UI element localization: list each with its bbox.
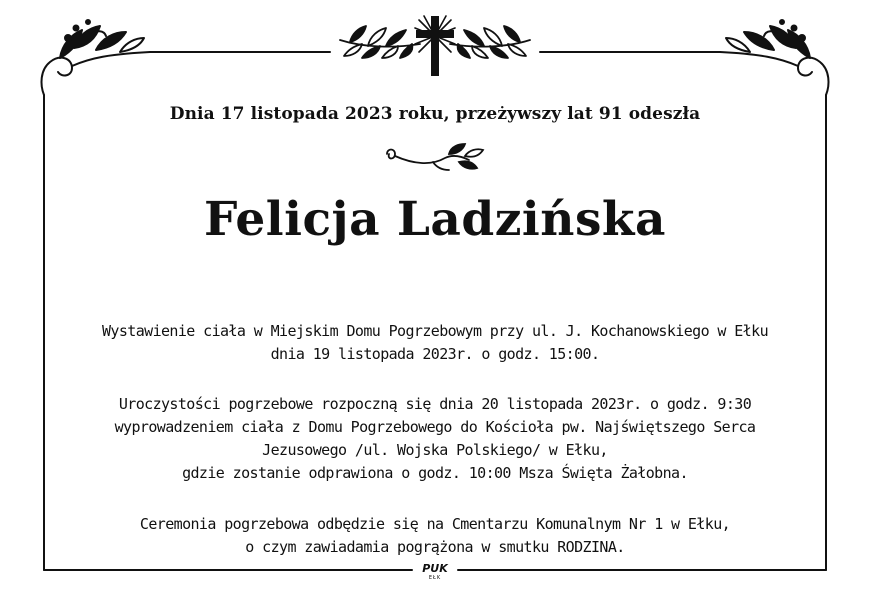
paragraph-line: Jezusowego /ul. Wojska Polskiego/ w Ełku, — [262, 441, 608, 459]
burial-info-paragraph — [40, 513, 830, 559]
paragraph-line: Wystawienie ciała w Miejskim Domu Pogrzebowym przy ul. J. Kochanowskiego w Ełku — [101, 322, 769, 340]
logo-sub-text: EŁK — [428, 575, 442, 581]
corner-ornament-right-icon — [720, 20, 828, 95]
laurel-branch-left-icon — [340, 26, 420, 58]
swirl-leaf-divider-icon — [383, 140, 487, 174]
paragraph-line: gdzie zostanie odprawiona o godz. 10:00 Msza Święta Żałobna. — [182, 464, 688, 482]
paragraph-line: Ceremonia pogrzebowa odbędzie się na Cmentarzu Komunalnym Nr 1 w Ełku, — [139, 515, 731, 533]
logo-main-text: PUK — [422, 562, 448, 575]
corner-ornament-left-icon — [42, 20, 150, 95]
death-announcement-intro: Dnia 17 listopada 2023 roku, przeżywszy lat 91 odeszła — [169, 104, 701, 124]
cross-with-rays-icon — [415, 16, 455, 76]
deceased-name: Felicja Ladzińska — [204, 192, 666, 247]
paragraph-line: o czym zawiadamia pogrążona w smutku RODZINA. — [245, 538, 625, 556]
paragraph-line: wyprowadzeniem ciała z Domu Pogrzebowego do Kościoła pw. Najświętszego Serca — [114, 418, 756, 436]
viewing-info-paragraph — [40, 320, 830, 366]
paragraph-line: Uroczystości pogrzebowe rozpoczną się dnia 20 listopada 2023r. o godz. 9:30 — [118, 395, 752, 413]
paragraph-line: dnia 19 listopada 2023r. o godz. 15:00. — [270, 345, 600, 363]
puk-elk-logo — [416, 563, 454, 583]
funeral-ceremony-paragraph — [40, 393, 830, 485]
laurel-branch-right-icon — [450, 26, 530, 58]
